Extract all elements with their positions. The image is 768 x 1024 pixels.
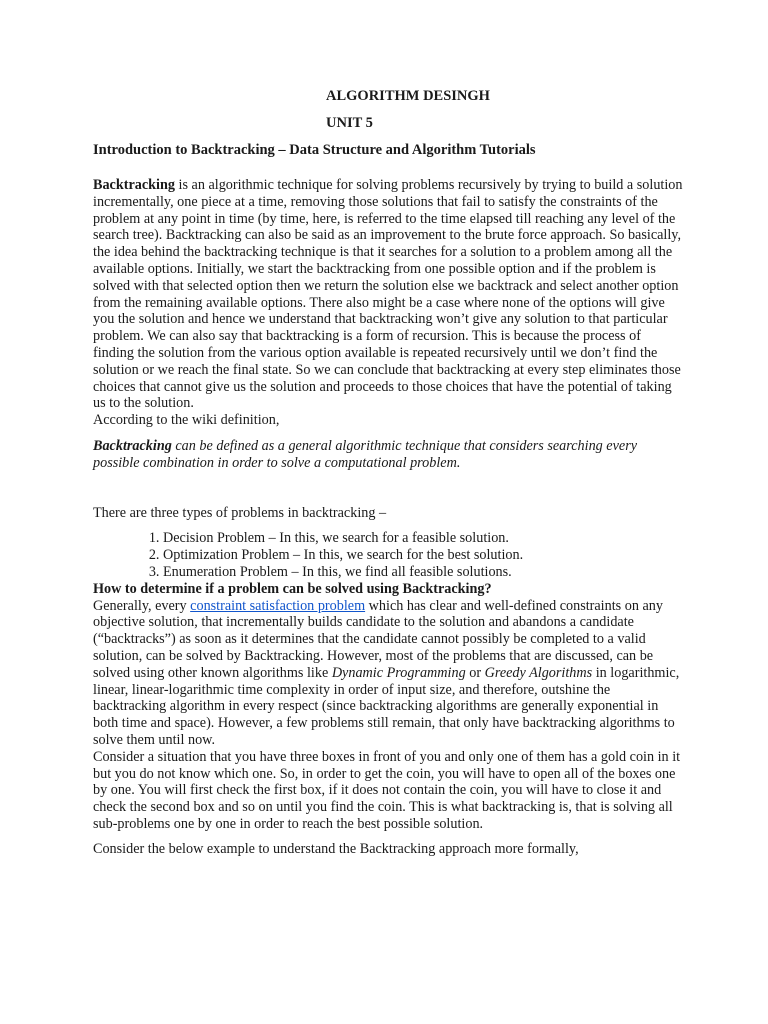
intro-heading: Introduction to Backtracking – Data Structure and Algorithm Tutorials	[93, 142, 536, 158]
backtracking-term: Backtracking	[93, 177, 175, 193]
csp-text-b: which has clear and well-defined constraints on any objective solution, that incrementally builds candidate to the solution and abandons a candidate (“backtracks”) as soon as it determines that the candidate cannot possibly be completed to a valid solution, can be solved by Backtracking. However, most of the problems that are discussed, can be solved using other known algorithms like	[93, 597, 663, 681]
example-paragraph: Consider the below example to understand the Backtracking approach more formally,	[93, 840, 579, 857]
definition-term: Backtracking	[93, 437, 172, 454]
csp-text-a: Generally, every	[93, 597, 191, 614]
types-intro: There are three types of problems in backtracking –	[93, 504, 387, 521]
csp-text-c: in logarithmic, linear, linear-logarithmic time complexity in order of input size, and therefore, outshine the backtracking algorithm in every respect (since backtracking algorithms are generally exponential in both time and space). However, a few problems still remain, that only have backtracking algorithms to solve them until now.	[93, 664, 680, 748]
unit-label: UNIT 5	[326, 115, 373, 131]
greedy-algorithms-term: Greedy Algorithms	[484, 664, 593, 681]
wiki-definition	[93, 438, 683, 472]
constraint-satisfaction-link[interactable]: constraint satisfaction problem	[190, 597, 366, 614]
dynamic-programming-term: Dynamic Programming	[331, 664, 466, 681]
document-title: ALGORITHM DESINGH	[326, 88, 490, 104]
boxes-paragraph: Consider a situation that you have three boxes in front of you and only one of them has a gold coin in it but you do not know which one. So, in order to get the coin, you will have to open all of the boxes one by one. You will first check the first box, if it does not contain the coin, you will have to close it and check the second box and so on until you find the coin. This is what backtracking is, that is solving all sub-problems one by one in order to reach the best possible solution.	[93, 748, 681, 832]
backtracking-description: is an algorithmic technique for solving problems recursively by trying to build a solution incrementally, one piece at a time, removing those solutions that fail to satisfy the constraints of the problem at any point in time (by time, here, is referred to the time elapsed till reaching any level of the search tree). Backtracking can also be said as an improvement to the brute force approach. So basically, the idea behind the backtracking technique is that it searches for a solution to a problem among all the available options. Initially, we start the backtracking from one possible option and if the problem is solved with that selected option then we return the solution else we backtrack and select another option from the remaining available options. There also might be a case where none of the options will give you the solution and hence we understand that backtracking won’t give any solution to that particular problem. We can also say that backtracking is a form of recursion. This is because the process of finding the solution from the various option available is repeated recursively until we don’t find the solution or we reach the final state. So we can conclude that backtracking at every step eliminates those choices that cannot give us the solution and proceeds to those choices that have the potential of taking us to the solution.	[93, 177, 683, 412]
problem-types-list	[93, 530, 683, 580]
csp-paragraph	[93, 598, 683, 749]
list-item: 3. Enumeration Problem – In this, we find all feasible solutions.	[163, 564, 683, 581]
definition-text: can be defined as a general algorithmic technique that considers searching every possible combination in order to solve a computational problem.	[93, 437, 638, 471]
list-item: 2. Optimization Problem – In this, we search for the best solution.	[163, 547, 683, 564]
backtracking-paragraph	[93, 177, 683, 412]
list-item: 1. Decision Problem – In this, we search for a feasible solution.	[163, 530, 683, 547]
document-body	[93, 88, 683, 857]
how-heading: How to determine if a problem can be solved using Backtracking?	[93, 580, 492, 597]
csp-text-or: or	[465, 664, 485, 681]
wiki-line: According to the wiki definition,	[93, 412, 280, 429]
